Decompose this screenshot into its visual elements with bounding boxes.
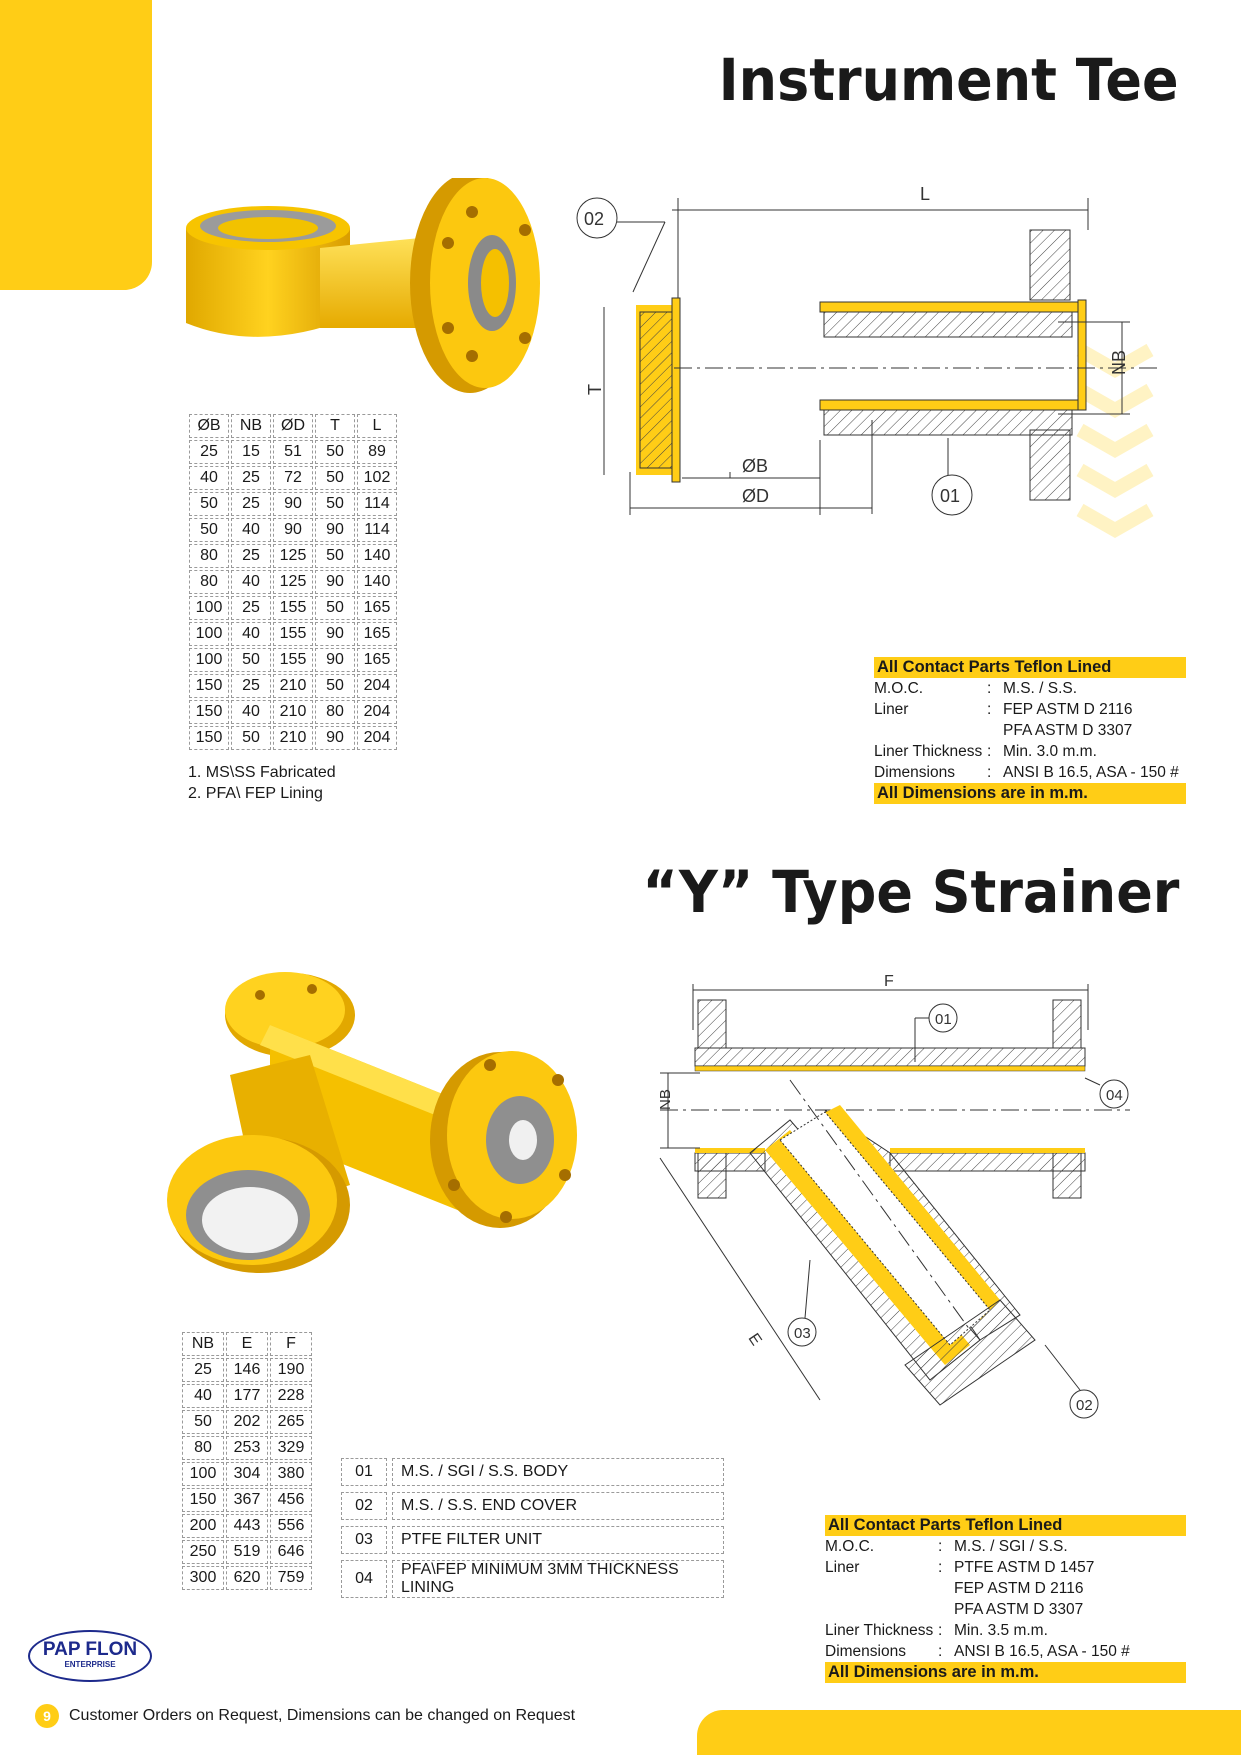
- table-cell: 51: [273, 440, 313, 464]
- table-header: ØD: [273, 414, 313, 438]
- page-footer: [35, 1704, 575, 1728]
- table-header: NB: [182, 1332, 224, 1356]
- table-header-row: [182, 1332, 312, 1356]
- table-cell: 40: [231, 518, 271, 542]
- table-cell: 210: [273, 700, 313, 724]
- dim-label-NB: NB: [657, 1089, 674, 1110]
- callout-02: 02: [1076, 1397, 1093, 1414]
- y-strainer-parts-table: [336, 1452, 729, 1604]
- spec-row: [874, 741, 1186, 762]
- spec-colon: [938, 1578, 954, 1599]
- footer-text: Customer Orders on Request, Dimensions can be changed on Request: [69, 1707, 576, 1724]
- table-cell: 25: [189, 440, 229, 464]
- table-cell: 556: [270, 1514, 312, 1538]
- table-cell: 190: [270, 1358, 312, 1382]
- table-cell: 80: [315, 700, 355, 724]
- table-cell: 204: [357, 700, 397, 724]
- spec-colon: :: [987, 680, 992, 697]
- instrument-tee-spec: [874, 657, 1186, 804]
- table-cell: 228: [270, 1384, 312, 1408]
- table-cell: 90: [315, 570, 355, 594]
- table-cell: 40: [189, 466, 229, 490]
- callout-01: 01: [940, 486, 961, 506]
- spec-row: [874, 699, 1186, 720]
- spec-key: Dimensions: [825, 1643, 906, 1660]
- spec-key: Liner: [874, 701, 909, 718]
- table-cell: 90: [315, 518, 355, 542]
- table-cell: 25: [231, 492, 271, 516]
- spec-colon: :: [987, 701, 992, 718]
- table-cell: 40: [231, 700, 271, 724]
- spec-value: FEP ASTM D 2116: [954, 1580, 1084, 1597]
- table-cell: 759: [270, 1566, 312, 1590]
- logo-sub: ENTERPRISE: [64, 1660, 116, 1669]
- table-cell: 50: [315, 466, 355, 490]
- table-row: [182, 1462, 312, 1486]
- corner-accent-bottom: [697, 1710, 1241, 1755]
- spec-row: [825, 1557, 1186, 1578]
- parts-row: [341, 1560, 724, 1598]
- table-row: [182, 1384, 312, 1408]
- spec-key: [825, 1599, 938, 1620]
- table-cell: 443: [226, 1514, 268, 1538]
- table-cell: 100: [189, 648, 229, 672]
- spec-row: [825, 1641, 1186, 1662]
- section-title-y-strainer: “Y” Type Strainer: [642, 858, 1179, 926]
- spec-key: M.O.C.: [825, 1538, 875, 1555]
- table-cell: 72: [273, 466, 313, 490]
- table-cell: 114: [357, 518, 397, 542]
- callout-03: 03: [794, 1325, 811, 1342]
- y-strainer-render: [160, 955, 600, 1275]
- spec-colon: :: [987, 764, 992, 781]
- table-row: [182, 1488, 312, 1512]
- spec-row: [874, 678, 1186, 699]
- table-cell: 50: [189, 492, 229, 516]
- table-cell: 155: [273, 648, 313, 672]
- table-header-row: [189, 414, 397, 438]
- table-cell: 177: [226, 1384, 268, 1408]
- table-cell: 25: [231, 544, 271, 568]
- spec-value: FEP ASTM D 2116: [1003, 701, 1133, 718]
- corner-accent-top: [0, 0, 152, 290]
- spec-colon: :: [987, 743, 992, 760]
- spec-value: ANSI B 16.5, ASA - 150 #: [1003, 764, 1179, 781]
- dim-label-L: L: [920, 184, 931, 204]
- spec-key: [825, 1578, 938, 1599]
- dim-label-T: T: [585, 384, 605, 395]
- table-cell: 15: [231, 440, 271, 464]
- callout-01: 01: [935, 1011, 952, 1028]
- table-cell: 40: [231, 570, 271, 594]
- pap-flon-logo: [28, 1630, 152, 1682]
- dim-label-E: E: [744, 1330, 765, 1349]
- table-cell: 300: [182, 1566, 224, 1590]
- table-cell: 125: [273, 570, 313, 594]
- table-cell: 90: [273, 518, 313, 542]
- table-cell: 25: [231, 596, 271, 620]
- table-cell: 50: [315, 596, 355, 620]
- table-cell: 90: [273, 492, 313, 516]
- note-item: 1. MS\SS Fabricated: [188, 764, 336, 781]
- y-strainer-dimension-table: [180, 1330, 314, 1592]
- table-row: [189, 648, 397, 672]
- table-cell: 146: [226, 1358, 268, 1382]
- table-cell: 210: [273, 726, 313, 750]
- table-row: [189, 518, 397, 542]
- table-cell: 155: [273, 622, 313, 646]
- part-description: PFA\FEP MINIMUM 3MM THICKNESS LINING: [392, 1560, 724, 1598]
- instrument-tee-drawing: [560, 170, 1180, 590]
- spec-row: [825, 1599, 1186, 1620]
- spec-header: All Contact Parts Teflon Lined: [874, 657, 1186, 678]
- table-cell: 519: [226, 1540, 268, 1564]
- table-cell: 165: [357, 622, 397, 646]
- spec-key: [874, 720, 987, 741]
- logo-name: PAP FLON: [42, 1639, 138, 1660]
- table-cell: 80: [189, 544, 229, 568]
- part-number: 02: [341, 1492, 387, 1520]
- spec-value: M.S. / SGI / S.S.: [954, 1538, 1068, 1555]
- table-cell: 89: [357, 440, 397, 464]
- table-row: [189, 440, 397, 464]
- spec-row: [825, 1578, 1186, 1599]
- table-row: [182, 1410, 312, 1434]
- callout-02: 02: [584, 209, 605, 229]
- table-cell: 456: [270, 1488, 312, 1512]
- table-cell: 646: [270, 1540, 312, 1564]
- table-row: [189, 700, 397, 724]
- spec-footer: All Dimensions are in m.m.: [825, 1662, 1186, 1683]
- table-cell: 50: [315, 674, 355, 698]
- table-cell: 100: [182, 1462, 224, 1486]
- table-header: L: [357, 414, 397, 438]
- table-cell: 150: [182, 1488, 224, 1512]
- dim-label-OD: ØD: [742, 486, 769, 506]
- table-header: F: [270, 1332, 312, 1356]
- table-cell: 90: [315, 648, 355, 672]
- dim-label-F: F: [884, 973, 894, 990]
- table-header: E: [226, 1332, 268, 1356]
- instrument-tee-dimension-table: [187, 412, 399, 752]
- spec-value: ANSI B 16.5, ASA - 150 #: [954, 1643, 1130, 1660]
- table-cell: 50: [231, 726, 271, 750]
- table-cell: 90: [315, 622, 355, 646]
- page-number: 9: [35, 1704, 59, 1728]
- spec-colon: [938, 1599, 954, 1620]
- table-header: ØB: [189, 414, 229, 438]
- table-cell: 50: [315, 492, 355, 516]
- spec-row: [825, 1620, 1186, 1641]
- table-cell: 250: [182, 1540, 224, 1564]
- spec-colon: [987, 720, 1003, 741]
- parts-row: [341, 1492, 724, 1520]
- table-row: [182, 1358, 312, 1382]
- dim-label-OB: ØB: [742, 456, 769, 476]
- table-cell: 25: [182, 1358, 224, 1382]
- spec-key: M.O.C.: [874, 680, 924, 697]
- table-cell: 165: [357, 596, 397, 620]
- table-cell: 304: [226, 1462, 268, 1486]
- spec-value: Min. 3.0 m.m.: [1003, 743, 1097, 760]
- spec-key: Liner Thickness: [825, 1622, 934, 1639]
- table-row: [189, 544, 397, 568]
- table-cell: 40: [231, 622, 271, 646]
- table-cell: 150: [189, 674, 229, 698]
- table-row: [189, 596, 397, 620]
- table-row: [189, 492, 397, 516]
- y-strainer-spec: [825, 1515, 1186, 1683]
- table-cell: 50: [315, 544, 355, 568]
- spec-value: M.S. / S.S.: [1003, 680, 1078, 697]
- table-header: T: [315, 414, 355, 438]
- table-cell: 367: [226, 1488, 268, 1512]
- spec-header: All Contact Parts Teflon Lined: [825, 1515, 1186, 1536]
- spec-value: PTFE ASTM D 1457: [954, 1559, 1095, 1576]
- table-cell: 380: [270, 1462, 312, 1486]
- dim-label-NB: NB: [1109, 349, 1129, 375]
- table-cell: 80: [182, 1436, 224, 1460]
- table-row: [189, 466, 397, 490]
- table-cell: 200: [182, 1514, 224, 1538]
- spec-colon: :: [938, 1538, 943, 1555]
- callout-04: 04: [1106, 1087, 1123, 1104]
- table-row: [189, 726, 397, 750]
- y-strainer-drawing: [640, 970, 1160, 1420]
- spec-colon: :: [938, 1622, 943, 1639]
- spec-value: PFA ASTM D 3307: [954, 1601, 1084, 1618]
- part-description: PTFE FILTER UNIT: [392, 1526, 724, 1554]
- part-description: M.S. / SGI / S.S. BODY: [392, 1458, 724, 1486]
- table-cell: 265: [270, 1410, 312, 1434]
- table-cell: 50: [182, 1410, 224, 1434]
- section-title-instrument-tee: Instrument Tee: [719, 46, 1179, 114]
- table-cell: 80: [189, 570, 229, 594]
- part-number: 03: [341, 1526, 387, 1554]
- instrument-tee-notes: [188, 762, 336, 804]
- spec-value: Min. 3.5 m.m.: [954, 1622, 1048, 1639]
- spec-value: PFA ASTM D 3307: [1003, 722, 1133, 739]
- table-row: [189, 674, 397, 698]
- spec-key: Dimensions: [874, 764, 955, 781]
- table-row: [189, 570, 397, 594]
- table-cell: 140: [357, 544, 397, 568]
- spec-colon: :: [938, 1559, 943, 1576]
- table-cell: 165: [357, 648, 397, 672]
- spec-row: [874, 762, 1186, 783]
- table-row: [189, 622, 397, 646]
- table-cell: 25: [231, 674, 271, 698]
- table-cell: 620: [226, 1566, 268, 1590]
- table-row: [182, 1566, 312, 1590]
- table-cell: 125: [273, 544, 313, 568]
- spec-footer: All Dimensions are in m.m.: [874, 783, 1186, 804]
- table-cell: 204: [357, 674, 397, 698]
- table-row: [182, 1514, 312, 1538]
- table-cell: 40: [182, 1384, 224, 1408]
- table-row: [182, 1436, 312, 1460]
- table-row: [182, 1540, 312, 1564]
- table-cell: 90: [315, 726, 355, 750]
- table-cell: 150: [189, 726, 229, 750]
- table-cell: 25: [231, 466, 271, 490]
- table-cell: 102: [357, 466, 397, 490]
- table-cell: 114: [357, 492, 397, 516]
- table-cell: 202: [226, 1410, 268, 1434]
- spec-row: [874, 720, 1186, 741]
- part-number: 01: [341, 1458, 387, 1486]
- table-cell: 253: [226, 1436, 268, 1460]
- table-cell: 210: [273, 674, 313, 698]
- table-cell: 50: [315, 440, 355, 464]
- table-cell: 150: [189, 700, 229, 724]
- spec-colon: :: [938, 1643, 943, 1660]
- part-number: 04: [341, 1560, 387, 1598]
- table-cell: 100: [189, 596, 229, 620]
- parts-row: [341, 1526, 724, 1554]
- table-cell: 140: [357, 570, 397, 594]
- table-cell: 100: [189, 622, 229, 646]
- spec-key: Liner: [825, 1559, 860, 1576]
- spec-key: Liner Thickness: [874, 743, 983, 760]
- table-cell: 204: [357, 726, 397, 750]
- note-item: 2. PFA\ FEP Lining: [188, 785, 323, 802]
- table-header: NB: [231, 414, 271, 438]
- part-description: M.S. / S.S. END COVER: [392, 1492, 724, 1520]
- table-cell: 50: [189, 518, 229, 542]
- table-cell: 329: [270, 1436, 312, 1460]
- spec-row: [825, 1536, 1186, 1557]
- table-cell: 155: [273, 596, 313, 620]
- table-cell: 50: [231, 648, 271, 672]
- parts-row: [341, 1458, 724, 1486]
